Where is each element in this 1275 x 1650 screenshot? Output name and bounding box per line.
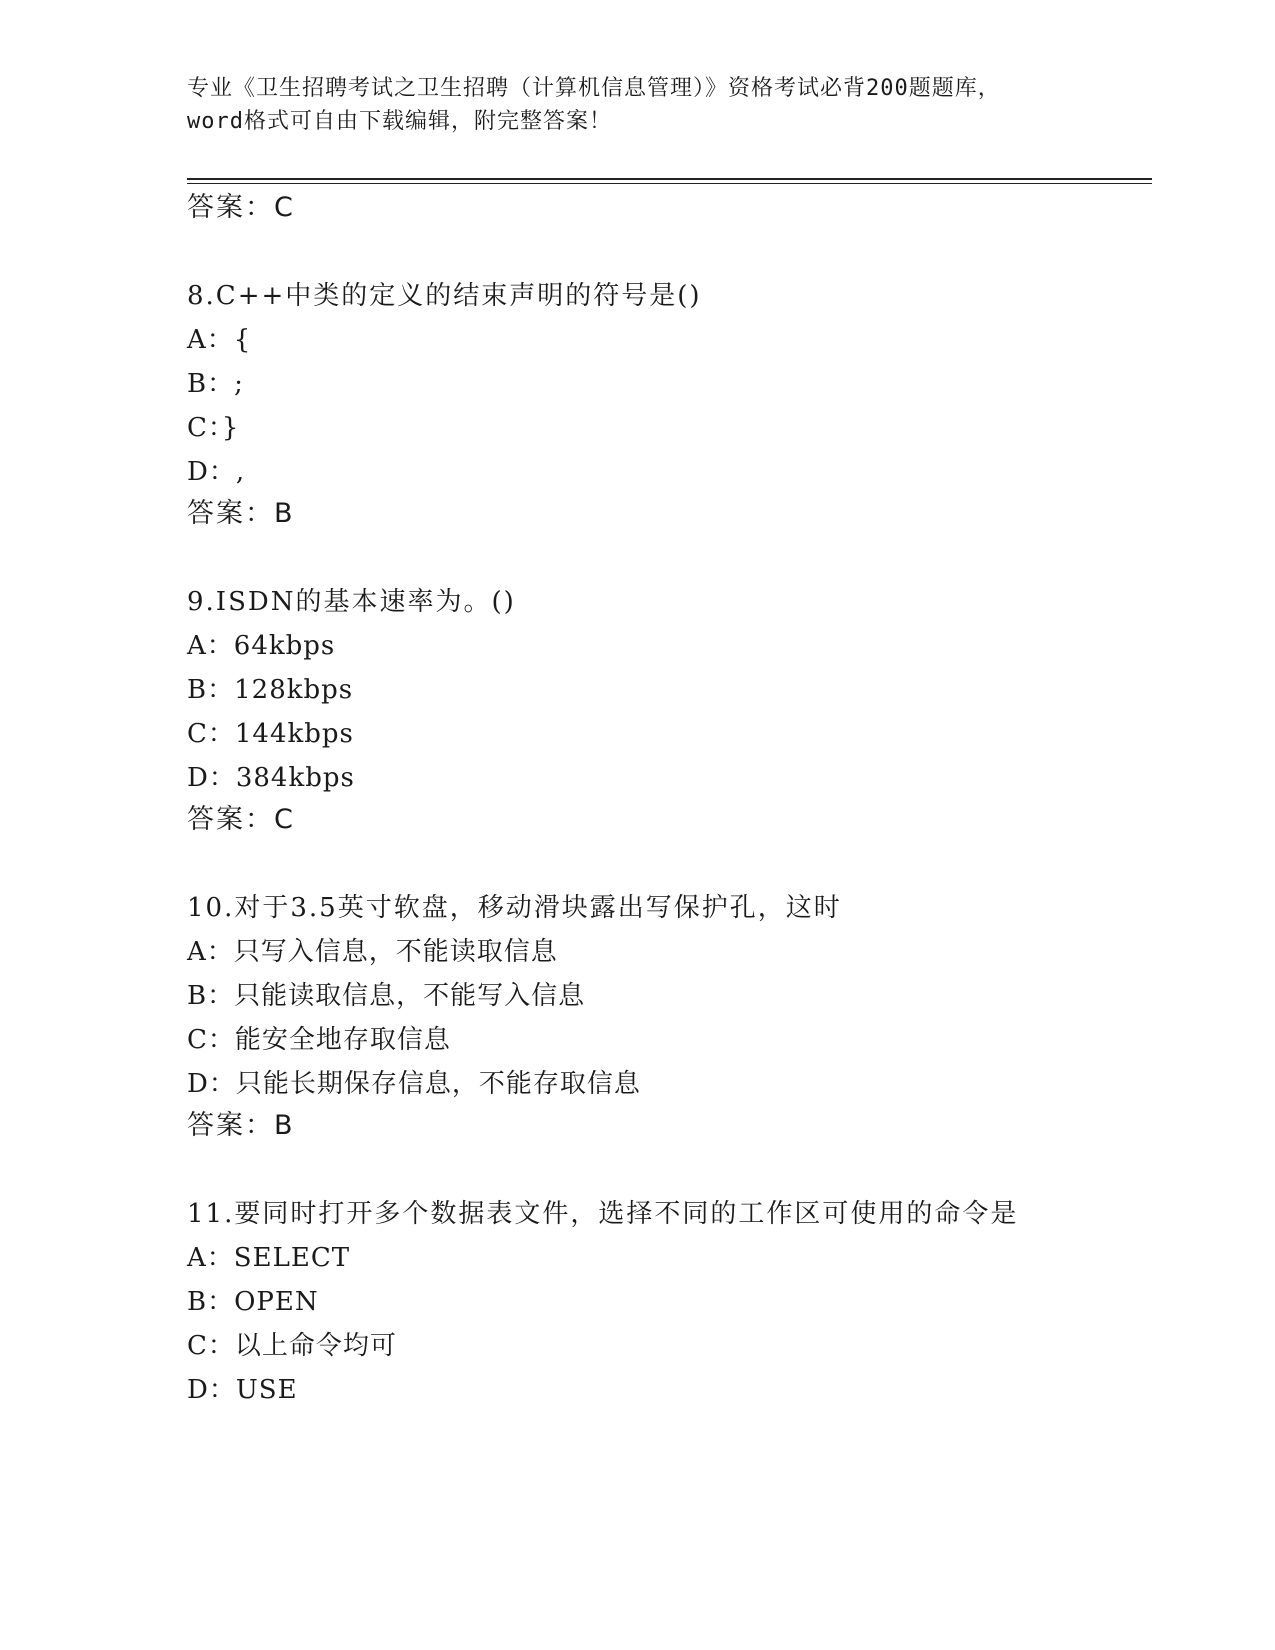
option-c: C：能安全地存取信息: [187, 1025, 451, 1055]
answer-label: 答案：C: [187, 804, 295, 835]
option-a: A：SELECT: [187, 1243, 351, 1273]
question-11: 11.要同时打开多个数据表文件，选择不同的工作区可使用的命令是: [187, 1199, 1019, 1229]
option-b: B：128kbps: [187, 675, 354, 705]
option-b: B：只能读取信息，不能写入信息: [187, 981, 586, 1011]
answer-label: 答案：C: [187, 192, 295, 223]
option-b: B：OPEN: [187, 1287, 319, 1317]
option-a: A：64kbps: [187, 631, 336, 661]
answer-label: 答案：B: [187, 1110, 295, 1141]
option-c: C：144kbps: [187, 719, 354, 749]
question-10: 10.对于3.5英寸软盘，移动滑块露出写保护孔，这时: [187, 893, 842, 923]
header-line-2: word格式可自由下载编辑，附完整答案！: [187, 109, 612, 134]
header-line-1: 专业《卫生招聘考试之卫生招聘（计算机信息管理）》资格考试必背200题题库，: [187, 76, 1001, 101]
question-8: 8.C++中类的定义的结束声明的符号是(): [187, 281, 702, 311]
option-a: A：{: [187, 325, 252, 355]
answer-label: 答案：B: [187, 498, 295, 529]
option-d: D：只能长期保存信息，不能存取信息: [187, 1069, 641, 1099]
option-c: C：}: [187, 413, 240, 443]
option-a: A：只写入信息，不能读取信息: [187, 937, 558, 967]
question-9: 9.ISDN的基本速率为。(): [187, 587, 516, 617]
header-divider-thin: [187, 183, 1152, 184]
document-header: [187, 72, 1087, 138]
header-divider-thick: [187, 178, 1152, 180]
option-d: D：USE: [187, 1375, 298, 1405]
option-b: B：;: [187, 369, 244, 399]
option-d: D：,: [187, 457, 246, 487]
option-c: C：以上命令均可: [187, 1331, 397, 1361]
option-d: D：384kbps: [187, 763, 355, 793]
